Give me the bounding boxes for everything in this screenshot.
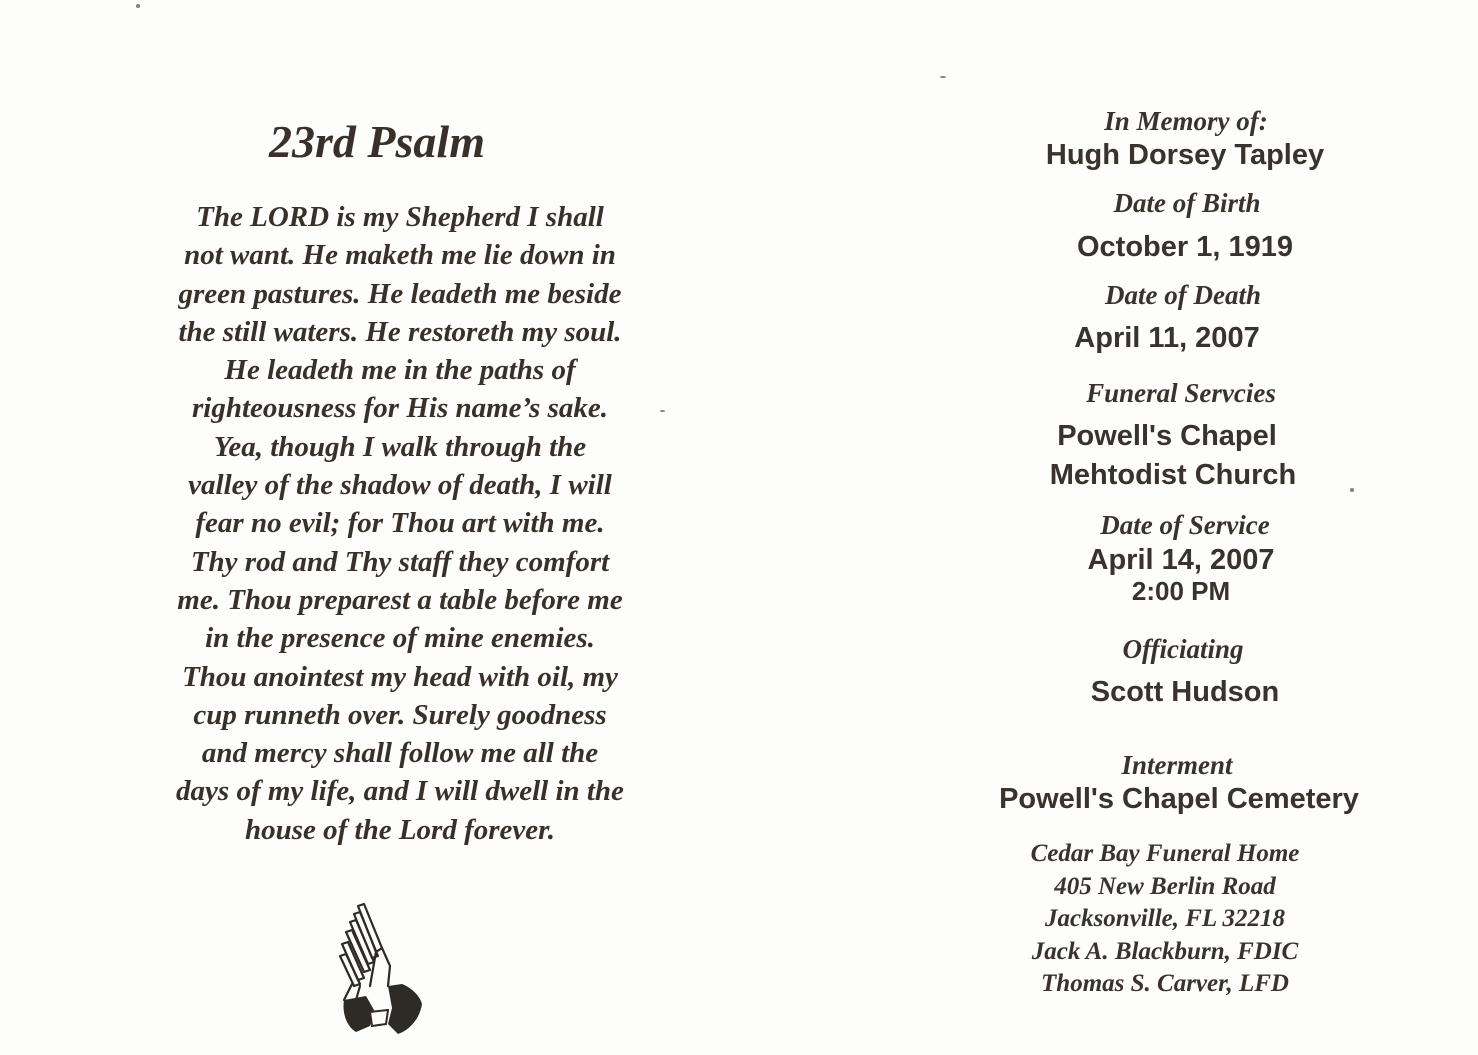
psalm-line: not want. He maketh me lie down in [184, 239, 616, 272]
psalm-line: in the presence of mine enemies. [205, 622, 595, 655]
psalm-line: me. Thou preparest a table before me [177, 583, 623, 616]
officiant-name: Scott Hudson [1090, 676, 1280, 708]
birth-date: October 1, 1919 [1077, 231, 1293, 263]
service-date: April 14, 2007 [1087, 544, 1275, 576]
memorial-panel [900, 0, 1478, 1055]
psalm-line: house of the Lord forever. [244, 813, 556, 846]
death-label: Date of Death [1105, 280, 1261, 310]
service-date-label: Date of Service [1100, 510, 1270, 540]
psalm-line: He leadeth me in the paths of [224, 354, 576, 387]
praying-hands-icon [330, 900, 430, 1040]
birth-label: Date of Birth [1113, 188, 1261, 218]
psalm-line: righteousness for His name’s sake. [192, 392, 608, 425]
psalm-line: cup runneth over. Surely goodness [193, 698, 607, 731]
funeral-home-name: Cedar Bay Funeral Home [1030, 840, 1300, 867]
psalm-line: valley of the shadow of death, I will [188, 469, 612, 502]
officiating-label: Officiating [1122, 634, 1244, 664]
services-label: Funeral Servcies [1086, 378, 1276, 408]
psalm-line: green pastures. He leadeth me beside [178, 277, 622, 310]
psalm-line: and mercy shall follow me all the [201, 737, 599, 770]
interment-label: Interment [1121, 750, 1233, 780]
psalm-line: Thy rod and Thy staff they comfort [190, 545, 610, 578]
psalm-title: 23rd Psalm [269, 116, 485, 167]
funeral-home-city: Jacksonville, FL 32218 [1044, 905, 1286, 932]
psalm-line: fear no evil; for Thou art with me. [195, 507, 605, 540]
funeral-director: Jack A. Blackburn, FDIC [1031, 937, 1299, 965]
in-memory-label: In Memory of: [1104, 106, 1268, 136]
cemetery-name: Powell's Chapel Cemetery [999, 783, 1359, 815]
service-time: 2:00 PM [1131, 576, 1231, 606]
death-date: April 11, 2007 [1074, 322, 1260, 354]
church-name: Powell's Chapel [1057, 420, 1277, 452]
deceased-name: Hugh Dorsey Tapley [1045, 139, 1325, 171]
funeral-home-block [880, 838, 1450, 1001]
funeral-home-address: 405 New Berlin Road [1054, 872, 1276, 900]
psalm-line: days of my life, and I will dwell in the [176, 775, 624, 808]
psalm-line: The LORD is my Shepherd I shall [196, 201, 604, 233]
psalm-line: the still waters. He restoreth my soul. [178, 315, 622, 348]
psalm-line: Yea, though I walk through the [213, 430, 587, 463]
psalm-line: Thou anointest my head with oil, my [182, 660, 618, 693]
psalm-text [130, 198, 670, 849]
funeral-director: Thomas S. Carver, LFD [1041, 970, 1289, 997]
church-name-line2: Mehtodist Church [1049, 459, 1297, 491]
